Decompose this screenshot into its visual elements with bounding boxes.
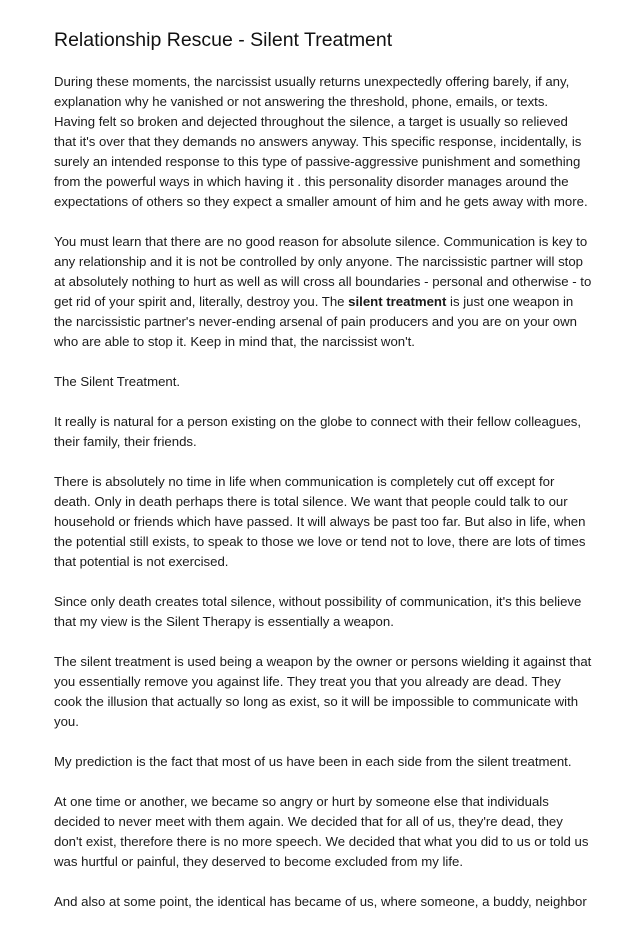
paragraph-5: There is absolutely no time in life when communication is completely cut off except for death. Only in death perhaps there is total silence. We want that people could talk to our household or friends which have passed. It will always be past too far. But also in life, when the potential still exists, to speak to those we love or tend not to love, there are lots of times that potential is not exercised.: [54, 474, 586, 569]
paragraph-7: The silent treatment is used being a weapon by the owner or persons wielding it against that you essentially remove you against life. They treat you that you already are dead. They cook the illusion that actually so long as exist, so it will be impossible to communicate with you.: [54, 654, 592, 729]
document-page: [54, 28, 592, 932]
paragraph-1: During these moments, the narcissist usually returns unexpectedly offering barely, if any, explanation why he vanished or not answering the threshold, phone, emails, or texts. Having felt so broken and dejected throughout the silence, a target is usually so relieved that it's over that they demands no answers anyway. This specific response, incidentally, is surely an intended response to this type of passive-aggressive punishment and something from the powerful ways in which having it . this personality disorder manages around the expectations of others so they expect a smaller amount of him and he gets away with more.: [54, 74, 588, 209]
paragraph-4: It really is natural for a person existing on the globe to connect with their fellow colleagues, their family, their friends.: [54, 414, 582, 449]
paragraph-8: My prediction is the fact that most of us have been in each side from the silent treatment.: [54, 754, 572, 769]
page-title: Relationship Rescue - Silent Treatment: [54, 29, 393, 51]
bold-keyword: silent treatment: [348, 294, 447, 309]
section-heading: The Silent Treatment.: [54, 374, 181, 389]
paragraph-2-after: is just one weapon in the narcissistic partner's never-ending arsenal of pain producers and you are on your own who are able to stop it. Keep in mind that, the narcissist won't.: [54, 294, 577, 349]
paragraph-2-before: You must learn that there are no good reason for absolute silence. Communication is key to any relationship and it is not be controlled by only anyone. The narcissistic partner will stop at absolutely nothing to hurt as well as will cross all boundaries - personal and otherwise - to get rid of your spirit and, literally, destroy you. The: [54, 234, 592, 309]
paragraph-9: At one time or another, we became so angry or hurt by someone else that individuals decided to never meet with them again. We decided that for all of us, they're dead, they don't exist, therefore there is no more speech. We decided that what you did to us or told us was hurtful or painful, they deserved to become excluded from my life.: [54, 794, 589, 869]
paragraph-10: And also at some point, the identical has became of us, where someone, a buddy, neighbor: [54, 894, 587, 909]
paragraph-6: Since only death creates total silence, without possibility of communication, it's this believe that my view is the Silent Therapy is essentially a weapon.: [54, 594, 582, 629]
paragraph-2: [54, 232, 592, 352]
